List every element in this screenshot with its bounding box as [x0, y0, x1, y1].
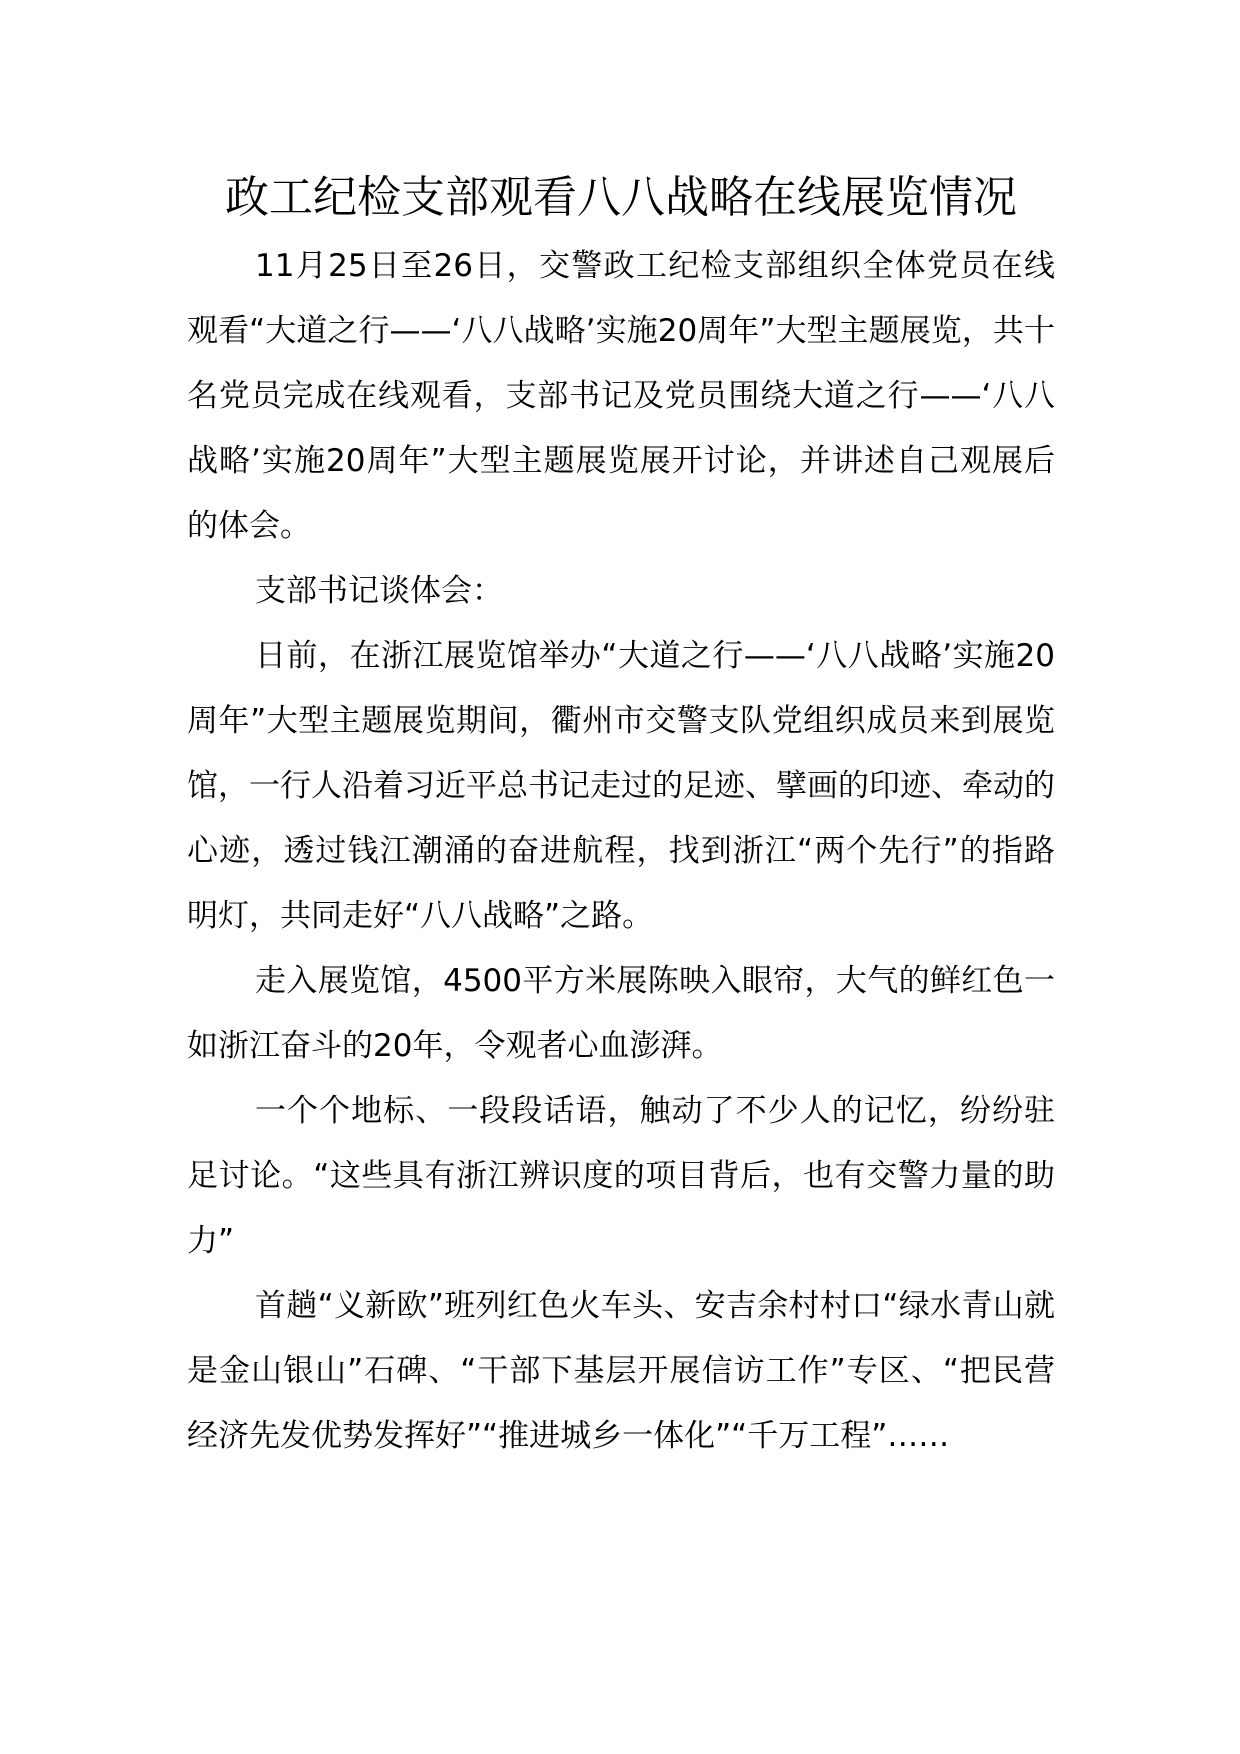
document-title: 政工纪检支部观看八八战略在线展览情况 — [225, 172, 1017, 223]
paragraph-landmarks: 一个个地标、一段段话语，触动了不少人的记忆，纷纷驻足讨论。“这些具有浙江辨识度的项目背后，也有交警力量的助力” — [187, 1093, 1055, 1259]
paragraph-exhibition-visit: 日前，在浙江展览馆举办“大道之行——‘八八战略’实施20周年”大型主题展览期间，衢州市交警支队党组织成员来到展览馆，一行人沿着习近平总书记走过的足迹、擘画的印迹、牵动的心迹，透过钱江潮涌的奋进航程，找到浙江“两个先行”的指路明灯，共同走好“八八战略”之路。 — [187, 638, 1055, 934]
paragraph-projects: 首趟“义新欧”班列红色火车头、安吉余村村口“绿水青山就是金山银山”石碑、“干部下基层开展信访工作”专区、“把民营经济先发优势发挥好”“推进城乡一体化”“千万工程”…… — [187, 1288, 1055, 1454]
paragraph-intro: 11月25日至26日，交警政工纪检支部组织全体党员在线观看“大道之行——‘八八战略’实施20周年”大型主题展览，共十名党员完成在线观看，支部书记及党员围绕大道之行——‘八八战略’实施20周年”大型主题展览展开讨论，并讲述自己观展后的体会。 — [187, 248, 1055, 544]
paragraph-exhibition-hall: 走入展览馆，4500平方米展陈映入眼帘，大气的鲜红色一如浙江奋斗的20年，令观者心血澎湃。 — [187, 963, 1055, 1064]
paragraph-secretary-heading: 支部书记谈体会： — [255, 573, 503, 609]
document-body — [187, 162, 1055, 1469]
